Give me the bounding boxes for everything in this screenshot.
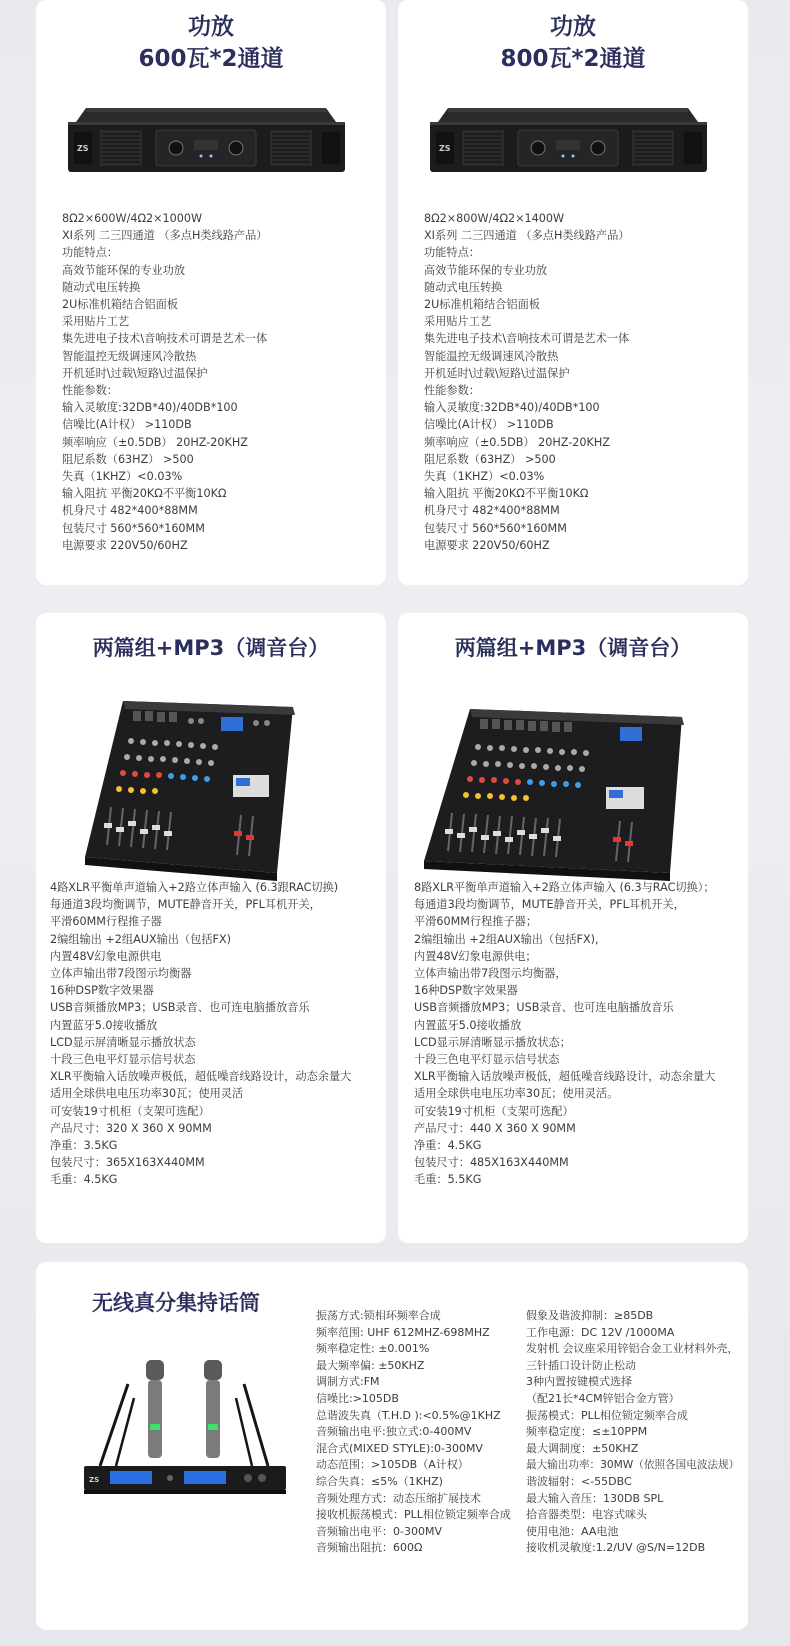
spec-line: 阻尼系数（63HZ） >500 [424,452,556,466]
spec-line: 调制方式:FM [316,1375,380,1389]
spec-line: 8路XLR平衡单声道输入+2路立体声输入 (6.3与RAC切换）； [414,881,715,894]
spec-line: 混合式(MIXED STYLE):0-300MV [316,1441,483,1455]
spec-line: 输入灵敏度:32DB*40)/40DB*100 [424,401,600,415]
spec-line: 可安装19寸机柜（支架可选配） [414,1104,574,1118]
spec-line: XI系列 二三四通道 （多点H类线路产品） [424,229,630,243]
spec-line: 失真（1KHZ）<0.03% [62,470,183,484]
spec-line: 音频输出电平:独立式:0-400MV [316,1425,472,1439]
spec-line: 输入阻抗 平衡20KΩ不平衡10KΩ [424,487,589,501]
spec-line: 适用全球供电电压功率30瓦；使用灵活。 [414,1087,619,1101]
spec-line: 振荡模式：PLL相位锁定频率合成 [526,1408,688,1422]
spec-line: 内置蓝牙5.0接收播放 [50,1018,158,1032]
spec-line: 频率响应（±0.5DB） 20HZ-20KHZ [62,435,248,449]
spec-line: 输入阻抗 平衡20KΩ不平衡10KΩ [62,487,227,501]
spec-line: 频率稳定度：≤±10PPM [526,1425,648,1439]
amp-title-line1: 功放 [188,14,234,40]
spec-line: 电源要求 220V50/60HZ [424,538,550,552]
spec-line: 每通道3段均衡调节，MUTE静音开关，PFL耳机开关， [414,898,685,912]
spec-line: 内置48V幻象电源供电； [414,949,537,963]
spec-line: 毛重：4.5KG [50,1173,118,1187]
spec-line: 毛重：5.5KG [414,1173,482,1187]
spec-line: 包装尺寸 560*560*160MM [62,521,205,535]
spec-line: 智能温控无级调速风冷散热 [424,349,559,363]
spec-line: 三针插口设计防止松动 [526,1358,636,1372]
spec-line: 8Ω2×600W/4Ω2×1000W [62,212,203,225]
spec-line: 采用贴片工艺 [424,315,492,329]
spec-line: 开机延时\过载\短路\过温保护 [424,366,570,380]
spec-line: 适用全球供电电压功率30瓦；使用灵活 [50,1087,244,1101]
spec-line: 阻尼系数（63HZ） >500 [62,452,194,466]
spec-line: 机身尺寸 482*400*88MM [62,504,198,518]
spec-line: 产品尺寸：320 X 360 X 90MM [50,1121,212,1135]
spec-line: 假象及谐波抑制：≥85DB [526,1309,654,1322]
spec-line: LCD显示屏清晰显示播放状态 [50,1035,196,1049]
spec-line: 每通道3段均衡调节，MUTE静音开关，PFL耳机开关， [50,898,321,912]
spec-line: 综合失真：≤5%（1KHZ) [316,1474,443,1488]
amp-specs-600 [62,210,268,554]
spec-line: （配21长*4CM锌铝合金方管） [526,1391,680,1405]
spec-line: 包装尺寸 560*560*160MM [424,521,567,535]
amp-title-line1: 功放 [550,14,596,40]
amp-specs-800 [424,210,630,554]
spec-line: 包装尺寸：485X163X440MM [414,1156,569,1170]
spec-line: 接收机灵敏度:1.2/UV @S/N=12DB [526,1541,706,1555]
spec-line: 拾音器类型：电容式咪头 [526,1508,647,1522]
spec-line: 2编组输出 +2组AUX输出（包括FX), [414,932,599,946]
amplifier-image [426,100,711,182]
spec-line: 音频输出电平：0-300MV [316,1524,442,1538]
spec-line: 谐波辐射：<-55DBC [526,1474,632,1488]
mixer-card-8ch [398,613,748,1243]
mic-specs-left [316,1308,511,1557]
spec-line: 8Ω2×800W/4Ω2×1400W [424,212,565,225]
spec-line: 电源要求 220V50/60HZ [62,538,188,552]
spec-line: 信噪比:>105DB [316,1391,399,1405]
spec-line: 音频处理方式：动态压缩扩展技术 [316,1491,481,1505]
spec-line: 功能特点： [424,246,480,260]
amp-title-line2: 800瓦*2通道 [500,46,646,72]
spec-line: 接收机振荡模式：PLL相位锁定频率合成 [316,1508,511,1522]
brand-logo: ZS [77,144,89,153]
spec-line: 16种DSP数字效果器 [414,984,518,998]
spec-line: 振荡方式:锁相环频率合成 [316,1309,441,1322]
brand-logo: ZS [89,1476,100,1484]
spec-line: 净重：3.5KG [50,1139,118,1153]
spec-line: 随动式电压转换 [424,280,503,294]
mixer-title: 两篇组+MP3（调音台） [92,636,330,660]
spec-line: 智能温控无级调速风冷散热 [62,349,197,363]
spec-line: 使用电池：AA电池 [526,1524,619,1538]
mixer-title: 两篇组+MP3（调音台） [454,636,692,660]
spec-line: 净重：4.5KG [414,1139,482,1153]
spec-line: 采用贴片工艺 [62,315,130,329]
spec-line: 最大输入音压：130DB SPL [526,1491,664,1505]
spec-line: 产品尺寸：440 X 360 X 90MM [414,1121,576,1135]
spec-line: 频率范围: UHF 612MHZ-698MHZ [316,1325,490,1339]
spec-line: 音频输出阻抗：600Ω [316,1541,423,1555]
spec-line: 信噪比(A计权） >110DB [62,418,192,432]
spec-line: 开机延时\过载\短路\过温保护 [62,366,208,380]
spec-line: 性能参数： [62,384,118,398]
brand-logo: ZS [439,144,451,153]
spec-line: 最大频率偏: ±50KHZ [316,1358,425,1372]
amplifier-image [64,100,349,182]
mic-card [36,1262,748,1630]
mixer-image [420,703,690,883]
spec-line: 频率响应（±0.5DB） 20HZ-20KHZ [424,435,610,449]
spec-line: 集先进电子技术\音响技术可谓是艺术一体 [62,332,268,346]
amp-card-600 [36,0,386,585]
spec-line: 平滑60MM行程推子器； [414,915,538,929]
spec-line: 2U标准机箱结合铝面板 [424,298,540,312]
amp-card-800 [398,0,748,585]
mic-title: 无线真分集持话筒 [92,1291,260,1315]
spec-line: 频率稳定性: ±0.001% [316,1342,430,1356]
spec-line: 立体声输出带7段图示均衡器， [414,967,567,981]
spec-line: USB音频播放MP3；USB录音、也可连电脑播放音乐 [50,1001,310,1015]
spec-line: 3种内置按键模式选择 [526,1375,632,1389]
mixer-specs-8ch [414,879,715,1189]
spec-line: 平滑60MM行程推子器 [50,915,162,929]
spec-line: 2编组输出 +2组AUX输出（包括FX) [50,932,232,946]
spec-line: 十段三色电平灯显示信号状态 [50,1053,196,1067]
spec-line: 输入灵敏度:32DB*40)/40DB*100 [62,401,238,415]
spec-line: 总谐波失真（T.H.D ):<0.5%@1KHZ [316,1408,501,1422]
spec-line: 包装尺寸：365X163X440MM [50,1156,205,1170]
spec-line: 内置48V幻象电源供电 [50,949,162,963]
spec-line: 十段三色电平灯显示信号状态 [414,1053,560,1067]
spec-line: 16种DSP数字效果器 [50,984,154,998]
spec-line: LCD显示屏清晰显示播放状态； [414,1035,571,1049]
mixer-image [81,695,301,885]
spec-line: XLR平衡输入话放噪声极低，超低噪音线路设计，动态余量大 [50,1070,352,1084]
spec-line: 最大输出功率：30MW（依照各国电波法规） [526,1459,740,1472]
spec-line: 最大调制度：±50KHZ [526,1441,639,1455]
spec-line: 动态范围：>105DB（A计权） [316,1458,469,1472]
spec-line: 工作电源：DC 12V /1000MA [526,1325,675,1339]
spec-line: 2U标准机箱结合铝面板 [62,298,178,312]
spec-line: 高效节能环保的专业功放 [62,263,186,277]
wireless-mic-image [80,1354,290,1514]
spec-line: 性能参数： [424,384,480,398]
spec-line: 随动式电压转换 [62,280,141,294]
spec-line: XLR平衡输入话放噪声极低，超低噪音线路设计，动态余量大 [414,1070,716,1084]
spec-line: 发射机 会议座采用锌铝合金工业材料外壳， [526,1342,739,1356]
amp-title-line2: 600瓦*2通道 [138,46,284,72]
spec-line: XI系列 二三四通道 （多点H类线路产品） [62,229,268,243]
spec-line: 集先进电子技术\音响技术可谓是艺术一体 [424,332,630,346]
spec-line: 4路XLR平衡单声道输入+2路立体声输入 (6.3跟RAC切换) [50,881,339,894]
spec-line: 功能特点： [62,246,118,260]
mixer-card-4ch [36,613,386,1243]
mixer-specs-4ch [50,879,351,1189]
spec-line: 高效节能环保的专业功放 [424,263,548,277]
spec-line: 失真（1KHZ）<0.03% [424,470,545,484]
spec-line: USB音频播放MP3；USB录音、也可连电脑播放音乐 [414,1001,674,1015]
mic-specs-right [526,1308,739,1557]
spec-line: 立体声输出带7段图示均衡器 [50,967,192,981]
spec-line: 可安装19寸机柜（支架可选配） [50,1104,210,1118]
spec-line: 内置蓝牙5.0接收播放 [414,1018,522,1032]
spec-line: 机身尺寸 482*400*88MM [424,504,560,518]
spec-line: 信噪比(A计权） >110DB [424,418,554,432]
